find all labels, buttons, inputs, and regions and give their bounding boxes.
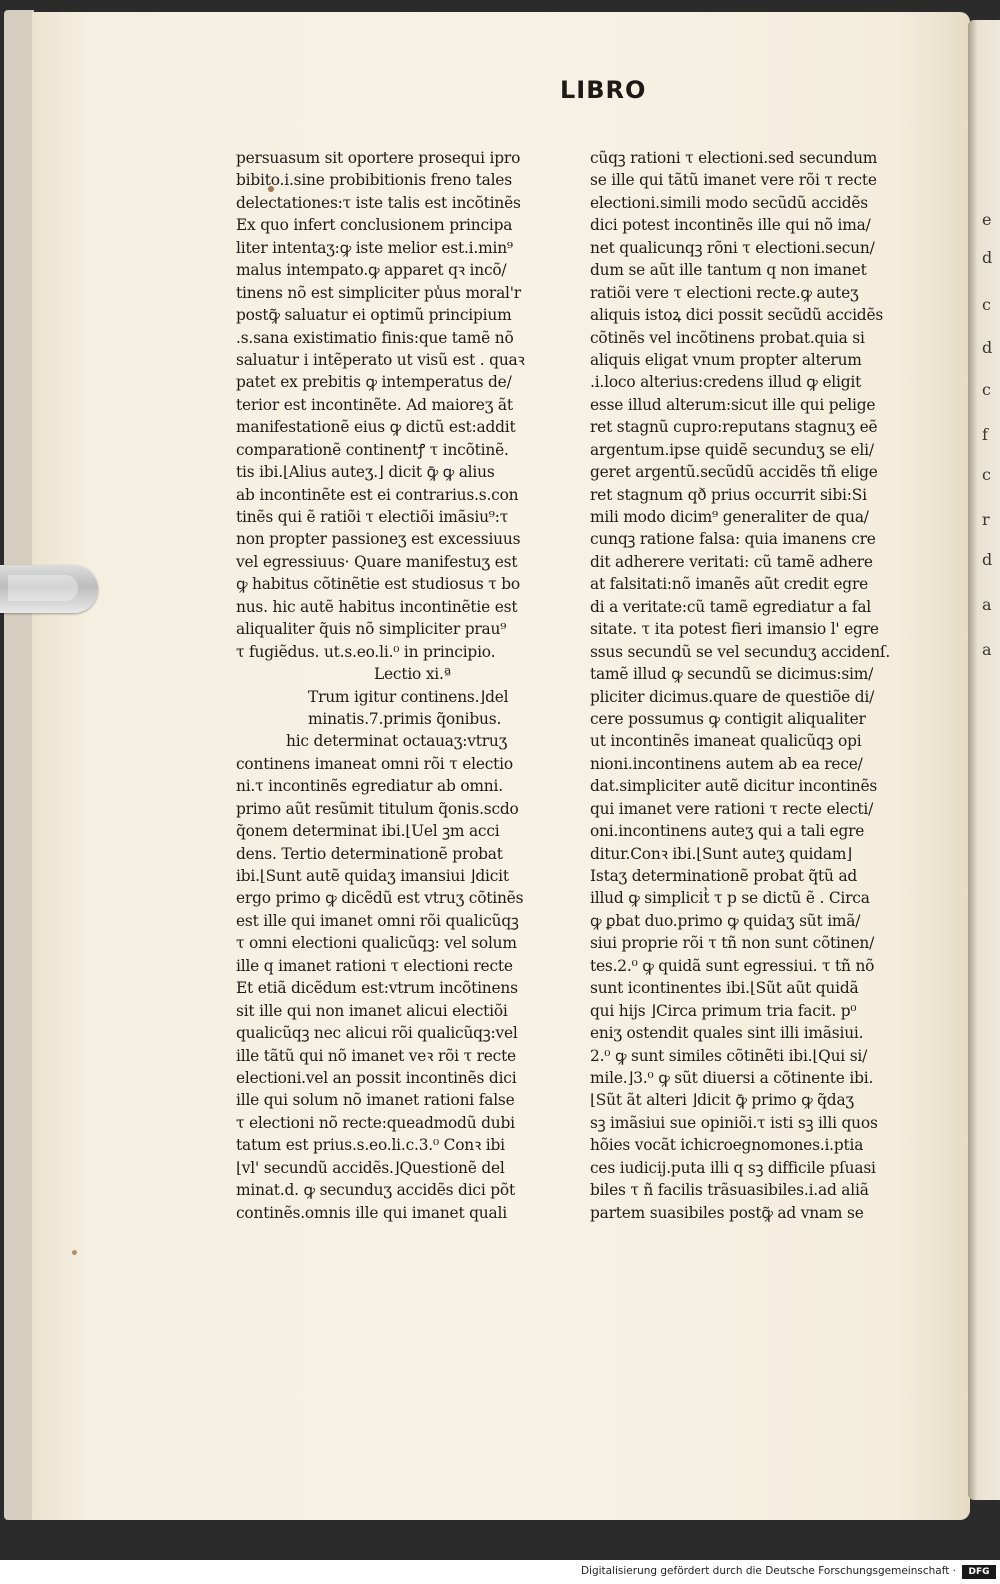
text-line: mile.⌋3.⁰ ꝙ sũt diuersi a cõtinente ibi. (590, 1068, 874, 1087)
text-line: aliqualiter q̃uis nõ simpliciter prau⁹ (236, 620, 507, 639)
footer-bar (0, 1560, 1000, 1584)
text-line: τ electioni nõ recte:queadmodũ dubi (236, 1113, 515, 1132)
text-line: postꝙ̃ saluatur ei optimũ principium (236, 306, 512, 325)
text-line: τ omni electioni qualicũqꝫ: vel solum (236, 934, 517, 953)
text-line: ⌊Sũt ãt alteri ⌋dicit ꝙ̄ primo ꝙ q̃daʒ (590, 1091, 854, 1110)
text-line: sitate. τ ita potest fieri imansio l' egre (590, 620, 879, 639)
text-line: tis ibi.⌊Alius auteʒ.⌋ dicit ꝙ̄ ꝙ alius (236, 463, 495, 482)
text-line: net qualicunqꝫ rõni τ electioni.secun/ (590, 238, 875, 257)
text-line: ret stagnũ cupro:reputans stagnuʒ eẽ (590, 418, 878, 437)
text-line: dici potest incontinẽs ille qui nõ ima/ (590, 216, 871, 235)
text-line: pliciter dicimus.quare de questiõe di/ (590, 687, 875, 706)
text-line: ditur.Conꝛ ibi.⌊Sunt auteʒ quidam⌋ (590, 844, 853, 863)
text-line: ergo primo ꝙ dicẽdũ est vtruʒ cõtinẽs (236, 889, 524, 908)
text-line: sunt icontinentes ibi.⌊Sũt aũt quidã (590, 979, 859, 998)
text-line: ces iudicij.puta illi q sꝫ difficile pſuasi (590, 1158, 876, 1177)
sliver-glyph: d (982, 248, 993, 267)
sliver-glyph: r (982, 510, 990, 529)
text-line: ille qui solum nõ imanet rationi false (236, 1091, 515, 1110)
text-line: tamẽ illud ꝙ secundũ se dicimus:sim/ (590, 665, 874, 684)
text-line: ⌊vl' secundũ accidẽs.⌋Questionẽ del (236, 1158, 505, 1177)
text-line: dat.simpliciter autẽ dicitur incontinẽs (590, 777, 878, 796)
text-line: aliquis eligat vnum propter alterum (590, 350, 862, 369)
ink-spot (72, 1250, 77, 1255)
text-line: qui hijs ⌋Circa primum tria facit. p⁰ (590, 1001, 857, 1020)
text-line: oni.incontinens auteʒ qui a tali egre (590, 822, 865, 841)
text-line: argentum.ipse quidẽ secunduʒ se eli/ (590, 440, 874, 459)
text-line: di a veritate:cũ tamẽ egrediatur a fal (590, 597, 872, 616)
text-line: Trum igitur continens.⌋del (308, 687, 509, 706)
text-line: cunqꝫ ratione falsa: quia imanens cre (590, 530, 876, 549)
text-line: 2.⁰ ꝙ sunt similes cõtinẽti ibi.⌊Qui si/ (590, 1046, 868, 1065)
text-line: continẽs.omnis ille qui imanet quali (236, 1203, 507, 1222)
text-line: est ille qui imanet omni rõi qualicũqꝫ (236, 911, 519, 930)
text-line: .s.sana existimatio finis:que tamẽ nõ (236, 328, 514, 347)
text-line: sꝫ imãsiui sue opiniõi.τ isti sꝫ illi quos (590, 1113, 878, 1132)
text-line: nioni.incontinens autem ab ea rece/ (590, 754, 863, 773)
page-stack-edges (4, 10, 34, 1520)
text-line: siui proprie rõi τ tñ non sunt cõtinen/ (590, 934, 875, 953)
text-line: terior est incontinẽte. Ad maioreʒ ãt (236, 395, 513, 414)
text-line: ni.τ incontinẽs egrediatur ab omni. (236, 777, 503, 796)
dfg-logo: DFG (962, 1565, 996, 1579)
text-line: qualicũqꝫ nec alicui rõi qualicũqꝫ:vel (236, 1024, 518, 1043)
text-line: tinẽs qui ẽ ratiõi τ electiõi imãsiu⁹:τ (236, 508, 509, 526)
text-line: patet ex prebitis ꝙ intemperatus de/ (236, 373, 512, 392)
text-line: geret argentũ.secũdũ accidẽs tñ elige (590, 463, 878, 482)
text-line: ille tãtũ qui nõ imanet veꝛ rõi τ recte (236, 1046, 516, 1065)
page-clip (0, 565, 98, 613)
sliver-glyph: c (982, 295, 991, 314)
text-line: continens imaneat omni rõi τ electio (236, 754, 513, 773)
text-line: τ fugiẽdus. ut.s.eo.li.⁰ in principio. (236, 642, 496, 661)
text-line: persuasum sit oportere prosequi ipro (236, 149, 521, 167)
text-line: minat.d. ꝙ secunduʒ accidẽs dici põt (236, 1181, 515, 1200)
text-line: cere possumus ꝙ contigit aliqualiter (590, 709, 866, 728)
text-line: cõtinẽs vel incõtinens probat.quia si (590, 328, 865, 347)
text-line: illud ꝙ simplicit̾ τ p se dictũ ẽ . Circa (590, 889, 870, 908)
funding-notice: Digitalisierung gefördert durch die Deutsche Forschungsgemeinschaft · (580, 1565, 956, 1577)
sliver-glyph: a (982, 640, 992, 659)
text-line: ret stagnum qð prius occurrit sibi:Si (590, 485, 867, 504)
text-line: biles τ ñ facilis trãsuasibiles.i.ad aliã (590, 1181, 869, 1200)
text-line: comparationẽ continentꝭ τ incõtinẽ. (236, 440, 509, 459)
text-line: dit adherere veritati: cũ tamẽ adhere (590, 552, 873, 571)
text-line: se ille qui tãtũ imanet vere rõi τ recte (590, 171, 877, 190)
text-line: vel egressiuus· Quare manifestuʒ est (236, 552, 518, 571)
text-line: manifestationẽ eius ꝙ dictũ est:addit (236, 418, 516, 437)
running-head: LIBRO (560, 76, 647, 104)
text-line: hõies vocãt ichicroegnomones.i.ptia (590, 1136, 864, 1155)
text-line: liter intentaʒ:ꝙ iste melior est.i.min⁹ (236, 238, 513, 257)
sliver-glyph: c (982, 380, 991, 399)
text-line: primo aũt resũmit titulum q̃onis.scdo (236, 799, 519, 818)
text-line: eniʒ ostendit quales sint illi imãsiui. (590, 1024, 864, 1043)
text-line: ꝙ habitus cõtinẽtie est studiosus τ bo (236, 575, 520, 594)
sliver-glyph: c (982, 465, 991, 484)
left-text-column (236, 147, 566, 1224)
text-line: at falsitati:nõ imanẽs aũt credit egre (590, 575, 869, 594)
text-line: partem suasibiles postꝙ̃ ad vnam se (590, 1203, 864, 1222)
text-line: mili modo dicim⁹ generaliter de qua/ (590, 508, 869, 526)
text-line: malus intempato.ꝙ apparet qꝛ incõ/ (236, 261, 507, 280)
text-line: ibi.⌊Sunt autẽ quidaʒ imansiui ⌋dicit (236, 867, 509, 885)
text-line: ssus secundũ se vel secunduʒ accidenſ. (590, 642, 891, 661)
text-line: qui imanet vere rationi τ recte electi/ (590, 799, 874, 818)
text-line: esse illud alterum:sicut ille qui pelige (590, 395, 876, 414)
sliver-glyph: e (982, 210, 992, 229)
facing-page-sliver (968, 20, 1000, 1500)
text-line: minatis.7.primis q̃onibus. (308, 709, 502, 728)
text-line: tinens nõ est simpliciter pu̾us moral'r (236, 283, 521, 302)
text-line: dens. Tertio determinationẽ probat (236, 844, 503, 863)
sliver-glyph: f (982, 425, 988, 444)
text-line: bibito.i.sine probibitionis freno tales (236, 171, 512, 190)
text-line: aliquis istoꝝ dici possit secũdũ accidẽs (590, 306, 884, 325)
text-line: .i.loco alterius:credens illud ꝙ eligit (590, 373, 862, 392)
text-line: tes.2.⁰ ꝙ quidã sunt egressiui. τ tñ nõ (590, 956, 875, 975)
text-line: cũqꝫ rationi τ electioni.sed secundum (590, 149, 878, 167)
text-line: electioni.simili modo secũdũ accidẽs (590, 193, 868, 212)
right-text-column (590, 147, 940, 1224)
text-line: electioni.vel an possit incontinẽs dici (236, 1068, 517, 1087)
sliver-glyph: d (982, 338, 993, 357)
text-line: Istaʒ determinationẽ probat q̃tũ ad (590, 867, 858, 885)
text-line: hic determinat octauaʒ:vtruʒ (286, 732, 508, 751)
text-line: ab incontinẽte est ei contrarius.s.con (236, 485, 519, 504)
text-line: saluatur i intẽperato ut visũ est . quaꝛ (236, 350, 525, 369)
lectio-heading: Lectio xi.ª (374, 665, 451, 684)
text-line: Et etiã dicẽdum est:vtrum incõtinens (236, 979, 518, 998)
sliver-glyph: a (982, 595, 992, 614)
text-line: Ex quo infert conclusionem principa (236, 216, 513, 235)
text-line: delectationes:τ iste talis est incõtinẽs (236, 193, 521, 212)
text-line: nus. hic autẽ habitus incontinẽtie est (236, 597, 518, 616)
text-line: dum se aũt ille tantum q non imanet (590, 261, 867, 280)
text-line: ille q imanet rationi τ electioni recte (236, 956, 513, 975)
text-line: ꝙ ꝑbat duo.primo ꝙ quidaʒ sũt imã/ (590, 911, 861, 930)
text-line: tatum est prius.s.eo.li.c.3.⁰ Conꝛ ibi (236, 1136, 505, 1155)
text-line: q̃onem determinat ibi.⌊Uel ꝫm acci (236, 822, 500, 841)
text-line: sit ille qui non imanet alicui electiõi (236, 1001, 508, 1020)
text-line: ut incontinẽs imaneat qualicũqꝫ opi (590, 732, 862, 751)
text-line: non propter passioneʒ est excessiuus (236, 530, 521, 549)
sliver-glyph: d (982, 550, 993, 569)
text-line: ratiõi vere τ electioni recte.ꝙ auteʒ (590, 283, 859, 302)
